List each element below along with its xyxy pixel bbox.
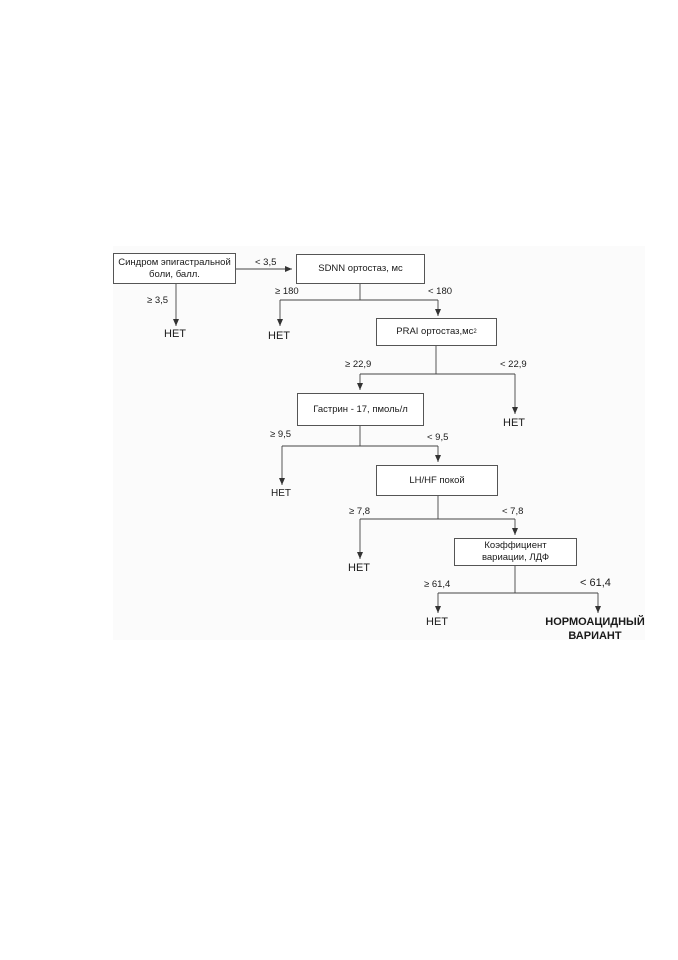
cond-lhhf-ge: ≥ 7,8: [349, 506, 371, 517]
cond-sdnn-ge: ≥ 180: [275, 286, 299, 297]
outcome-no-prai: НЕТ: [503, 417, 525, 429]
cond-cv-ge: ≥ 61,4: [424, 579, 451, 590]
cond-prai-ge: ≥ 22,9: [345, 359, 372, 370]
cond-pain-lt: < 3,5: [255, 257, 277, 268]
node-lhhf: LH/HF покой: [376, 465, 498, 496]
outcome-no-pain: НЕТ: [164, 328, 186, 340]
cond-gastrin-ge: ≥ 9,5: [270, 429, 292, 440]
node-prai: PRAI ортостаз,мс 2: [376, 318, 497, 346]
outcome-no-cv: НЕТ: [426, 616, 448, 628]
node-ldf-cv: Коэффициент вариации, ЛДФ: [454, 538, 577, 566]
outcome-no-sdnn: НЕТ: [268, 330, 290, 342]
cond-cv-lt: < 61,4: [580, 577, 611, 589]
cond-pain-ge: ≥ 3,5: [147, 295, 169, 306]
node-sdnn: SDNN ортостаз, мс: [296, 254, 425, 284]
outcome-no-lhhf: НЕТ: [348, 562, 370, 574]
cond-lhhf-lt: < 7,8: [502, 506, 524, 517]
cond-prai-lt: < 22,9: [500, 359, 527, 370]
outcome-normoacid-variant: НОРМОАЦИДНЫЙ ВАРИАНТ: [545, 616, 645, 642]
node-gastrin: Гастрин - 17, пмоль/л: [297, 393, 424, 426]
cond-gastrin-lt: < 9,5: [427, 432, 449, 443]
outcome-no-gastrin: НЕТ: [271, 488, 291, 499]
node-prai-label: PRAI ортостаз,мс: [396, 326, 474, 337]
node-epigastric-pain: Синдром эпигастральной боли, балл.: [113, 253, 236, 284]
cond-sdnn-lt: < 180: [428, 286, 453, 297]
